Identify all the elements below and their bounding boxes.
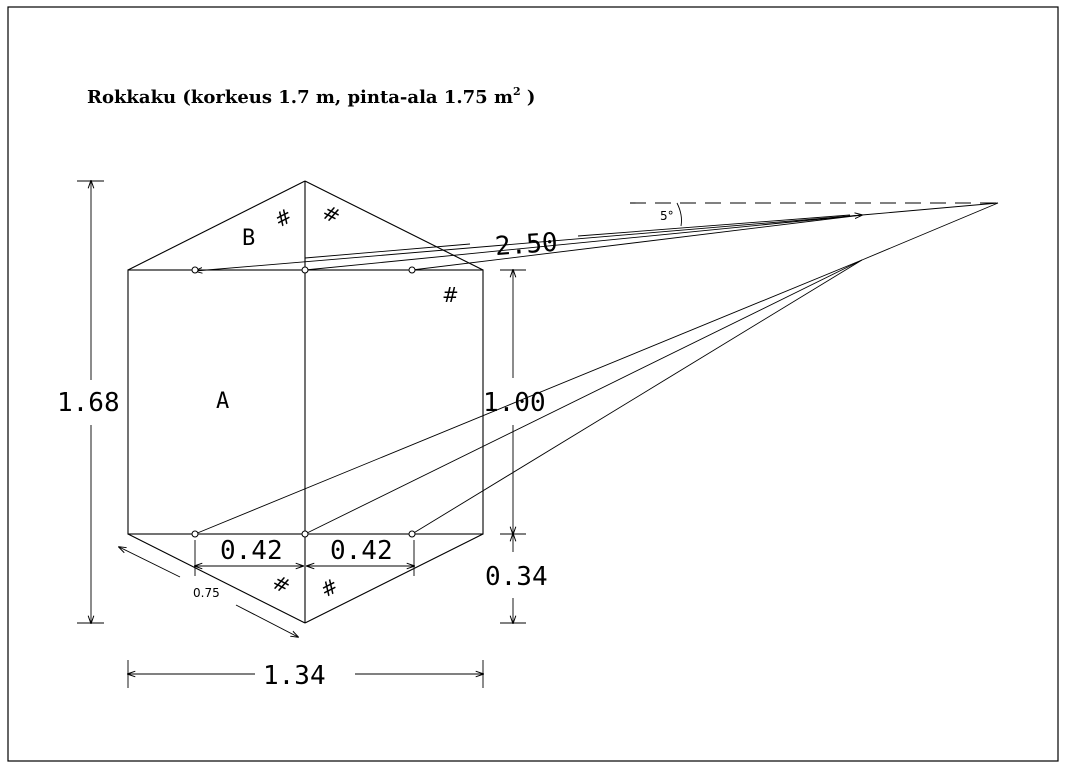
dimension-bottom-height [485, 534, 548, 623]
bridle-top-right [412, 215, 862, 270]
point-top-left [192, 267, 198, 273]
dimension-height-total [57, 181, 120, 623]
width-total-value: 1.34 [263, 661, 326, 691]
left-offset-value: 0.42 [220, 536, 283, 566]
bridle-bottom-middle [305, 260, 862, 534]
equal-mark-bottom-right: # [316, 573, 343, 603]
bridle-lines [195, 203, 998, 534]
bridle-to-towpoint [862, 203, 998, 215]
diagonal-dim-upper [119, 547, 180, 577]
panel-label-b: B [242, 226, 256, 251]
point-bottom-left [192, 531, 198, 537]
point-bottom-right [409, 531, 415, 537]
equal-mark-right: # [442, 283, 459, 307]
title-text: Rokkaku (korkeus 1.7 m, pinta-ala 1.75 m [87, 87, 513, 108]
equal-mark-top-left: # [270, 203, 297, 233]
panel-height-value: 1.00 [483, 388, 546, 418]
bridle-lower-to-towpoint [862, 203, 998, 260]
equal-mark-top-right: # [318, 199, 345, 229]
diagonal-value: 0.75 [193, 586, 220, 600]
title-superscript: 2 [513, 85, 521, 98]
point-bottom-middle [302, 531, 308, 537]
dimension-panel-height [483, 270, 546, 534]
drawing-title [87, 85, 535, 108]
spar-length-value: 2.50 [494, 227, 559, 263]
bottom-height-value: 0.34 [485, 562, 548, 592]
equal-mark-bottom-left: # [268, 569, 295, 599]
height-total-value: 1.68 [57, 388, 120, 418]
drawing-frame [8, 7, 1058, 761]
panel-label-a: A [216, 389, 230, 414]
point-top-right [409, 267, 415, 273]
bridle-bottom-right [412, 260, 862, 534]
angle-arc [677, 203, 682, 226]
dimension-width-total [128, 660, 483, 691]
diagonal-dim-lower [236, 605, 298, 637]
point-top-middle [302, 267, 308, 273]
right-offset-value: 0.42 [330, 536, 393, 566]
title-close: ) [520, 87, 536, 108]
angle-label: 5° [660, 209, 674, 223]
